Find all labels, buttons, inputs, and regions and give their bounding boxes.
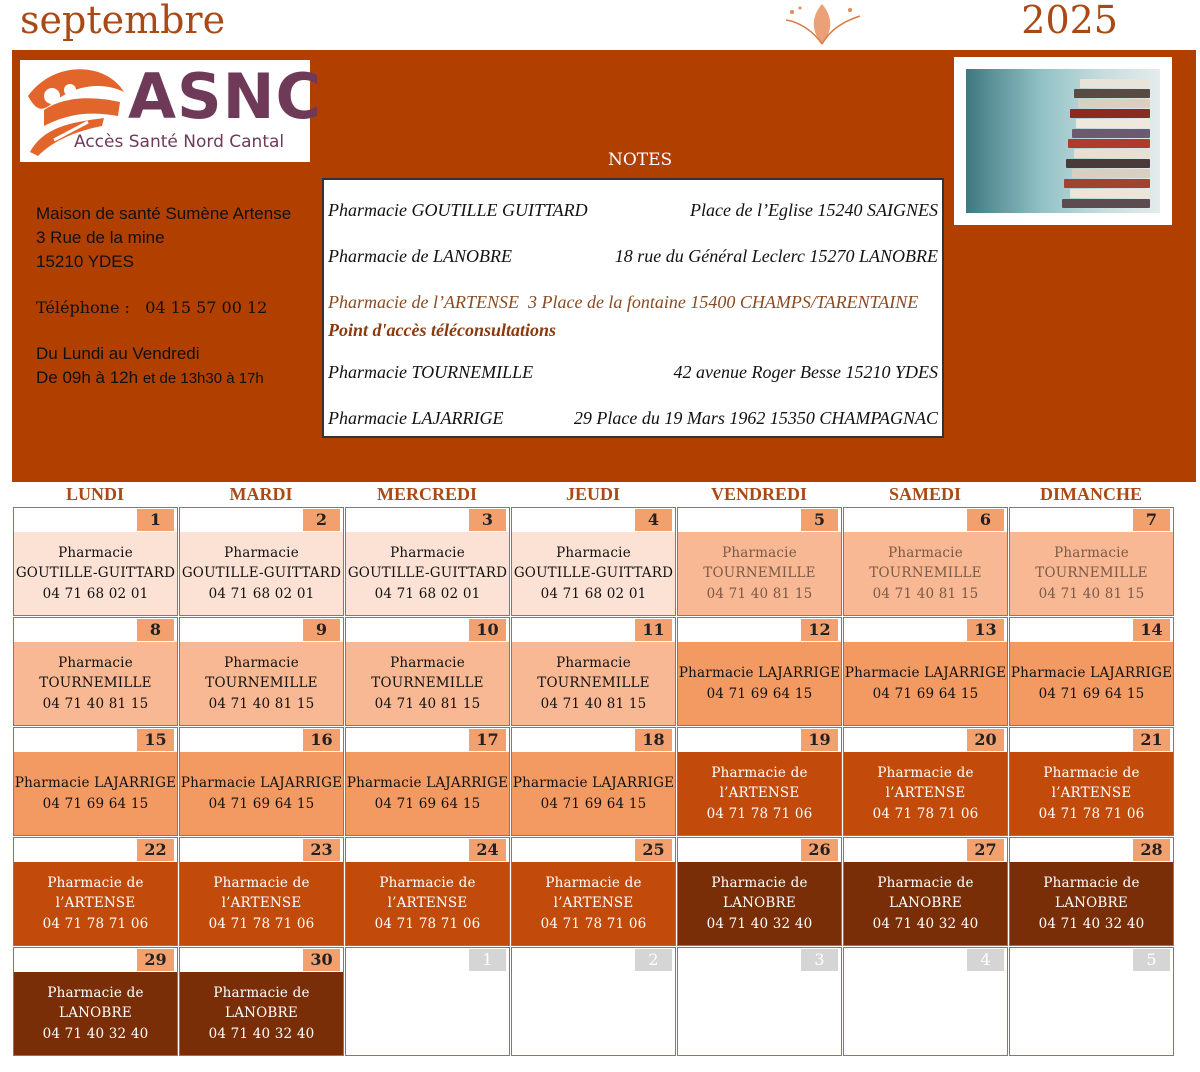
day-number: 2: [635, 949, 672, 971]
day-number: 1: [137, 509, 174, 531]
day-number: 18: [635, 729, 672, 751]
day-number: 6: [967, 509, 1004, 531]
year-title: 2025: [1021, 0, 1118, 42]
pharmacy-line: Pharmacie de: [47, 984, 144, 1001]
notes-box: [322, 178, 944, 438]
pharmacy-address: 3 Place de la fontaine 15400 CHAMPS/TARENTAINE: [527, 292, 919, 312]
day-number: 16: [303, 729, 340, 751]
pharmacy-line: LANOBRE: [225, 1005, 298, 1022]
pharmacy-line: TOURNEMILLE: [371, 675, 484, 692]
pharmacy-line: 04 71 78 71 06: [208, 915, 315, 932]
pharmacy-line: Pharmacie LAJARRIGE: [512, 775, 675, 791]
asnc-logo: [20, 60, 323, 162]
pharmacy-line: Pharmacie: [58, 544, 133, 561]
day-number: 3: [801, 949, 838, 971]
pharmacy-line: l’ARTENSE: [387, 895, 468, 912]
on-duty-pharmacy: [1010, 752, 1173, 835]
calendar-day-cell: [843, 947, 1008, 1056]
on-duty-pharmacy: [844, 752, 1007, 835]
pharmacy-line: 04 71 78 71 06: [872, 805, 979, 822]
pharmacy-line: Pharmacie de: [213, 984, 310, 1001]
pharmacy-line: GOUTILLE-GUITTARD: [347, 565, 508, 582]
pharmacy-line: 04 71 69 64 15: [1038, 685, 1145, 702]
calendar-day-cell: [1009, 837, 1174, 946]
pharmacy-line: Pharmacie: [556, 654, 631, 671]
pharmacy-line: 04 71 40 32 40: [208, 1025, 315, 1042]
pharmacy-line: Pharmacie LAJARRIGE: [844, 665, 1007, 681]
day-number: 30: [303, 949, 340, 971]
day-number: 14: [1133, 619, 1170, 641]
calendar-day-cell: [1009, 727, 1174, 836]
pharmacy-line: l’ARTENSE: [885, 785, 966, 802]
pharmacy-line: Pharmacie LAJARRIGE: [1010, 665, 1173, 681]
pharmacy-name: Pharmacie LAJARRIGE: [328, 408, 504, 428]
calendar-day-cell: [511, 947, 676, 1056]
pharmacy-line: Pharmacie LAJARRIGE: [14, 775, 177, 791]
pharmacy-address: Place de l’Eglise 15240 SAIGNES: [690, 200, 938, 220]
pharmacy-line: Pharmacie de: [711, 764, 808, 781]
pharmacy-line: Pharmacie de: [877, 874, 974, 891]
day-number: 9: [303, 619, 340, 641]
logo-subtitle: Accès Santé Nord Cantal: [74, 132, 285, 152]
on-duty-pharmacy: [180, 752, 343, 835]
pharmacy-name: Pharmacie GOUTILLE GUITTARD: [328, 200, 588, 220]
pharmacy-line: 04 71 40 81 15: [706, 585, 813, 602]
day-number: 12: [801, 619, 838, 641]
pharmacy-name: Pharmacie TOURNEMILLE: [328, 362, 534, 382]
pharmacy-line: 04 71 68 02 01: [208, 585, 315, 602]
calendar-day-cell: [843, 837, 1008, 946]
pharmacy-line: l’ARTENSE: [1051, 785, 1132, 802]
notes-row: [328, 200, 938, 221]
on-duty-pharmacy: [346, 532, 509, 615]
pharmacy-address: 42 avenue Roger Besse 15210 YDES: [673, 362, 938, 382]
on-duty-pharmacy: [180, 972, 343, 1055]
pharmacy-line: TOURNEMILLE: [537, 675, 650, 692]
opening-hours-morning: De 09h à 12h: [36, 368, 139, 387]
day-number: 3: [469, 509, 506, 531]
pharmacy-line: TOURNEMILLE: [39, 675, 152, 692]
on-duty-pharmacy: [512, 642, 675, 725]
on-duty-pharmacy: [180, 532, 343, 615]
phone-label: Téléphone :: [36, 298, 130, 317]
calendar-day-cell: [345, 727, 510, 836]
calendar-day-cell: [677, 727, 842, 836]
day-number: 21: [1133, 729, 1170, 751]
calendar-day-cell: [1009, 507, 1174, 616]
pharmacy-line: Pharmacie: [722, 544, 797, 561]
pharmacy-line: Pharmacie de: [1043, 764, 1140, 781]
pharmacy-line: 04 71 40 81 15: [1038, 585, 1145, 602]
pharmacy-line: Pharmacie LAJARRIGE: [180, 775, 343, 791]
pharmacy-line: Pharmacie de: [1043, 874, 1140, 891]
on-duty-pharmacy: [180, 862, 343, 945]
day-number: 24: [469, 839, 506, 861]
pharmacy-line: 04 71 69 64 15: [42, 795, 149, 812]
address-line: 15210 YDES: [36, 252, 134, 271]
on-duty-pharmacy: [1010, 642, 1173, 725]
day-number: 25: [635, 839, 672, 861]
on-duty-pharmacy: [346, 752, 509, 835]
day-number: 7: [1133, 509, 1170, 531]
day-number: 5: [801, 509, 838, 531]
calendar-day-cell: [511, 837, 676, 946]
pharmacy-line: 04 71 40 32 40: [1038, 915, 1145, 932]
pharmacy-line: TOURNEMILLE: [869, 565, 982, 582]
pharmacy-line: 04 71 78 71 06: [706, 805, 813, 822]
day-number: 26: [801, 839, 838, 861]
calendar-day-cell: [677, 947, 842, 1056]
on-duty-pharmacy: [14, 642, 177, 725]
pharmacy-address: 18 rue du Général Leclerc 15270 LANOBRE: [614, 246, 938, 266]
pharmacy-line: Pharmacie de: [545, 874, 642, 891]
calendar-day-cell: [13, 727, 178, 836]
pharmacy-line: Pharmacie LAJARRIGE: [678, 665, 841, 681]
on-duty-pharmacy: [678, 532, 841, 615]
calendar-day-cell: [511, 727, 676, 836]
calendar-day-cell: [179, 507, 344, 616]
notes-row: [328, 292, 938, 313]
calendar-day-cell: [13, 837, 178, 946]
on-duty-pharmacy: [14, 532, 177, 615]
calendar-day-cell: [1009, 947, 1174, 1056]
day-number: 4: [635, 509, 672, 531]
calendar-day-cell: [345, 507, 510, 616]
pharmacy-line: 04 71 40 81 15: [374, 695, 481, 712]
pharmacy-line: 04 71 40 81 15: [540, 695, 647, 712]
weekday-header: VENDREDI: [710, 484, 807, 504]
pharmacy-line: 04 71 78 71 06: [42, 915, 149, 932]
calendar-day-cell: [843, 727, 1008, 836]
pharmacy-address: 29 Place du 19 Mars 1962 15350 CHAMPAGNAC: [573, 408, 938, 428]
day-number: 22: [137, 839, 174, 861]
on-duty-pharmacy: [180, 642, 343, 725]
day-number: 23: [303, 839, 340, 861]
pharmacy-line: 04 71 40 81 15: [208, 695, 315, 712]
pharmacy-line: 04 71 78 71 06: [374, 915, 481, 932]
calendar-day-cell: [677, 617, 842, 726]
notes-row: [328, 408, 938, 429]
on-duty-pharmacy: [346, 642, 509, 725]
pharmacy-line: 04 71 40 81 15: [42, 695, 149, 712]
day-number: 5: [1133, 949, 1170, 971]
calendar-day-cell: [13, 617, 178, 726]
pharmacy-line: Pharmacie: [58, 654, 133, 671]
pharmacy-line: 04 71 69 64 15: [208, 795, 315, 812]
pharmacy-line: LANOBRE: [889, 895, 962, 912]
on-duty-pharmacy: [844, 862, 1007, 945]
calendar-day-cell: [13, 947, 178, 1056]
on-duty-pharmacy: [14, 752, 177, 835]
on-duty-pharmacy: [844, 642, 1007, 725]
pharmacy-line: 04 71 69 64 15: [540, 795, 647, 812]
pharmacy-line: Pharmacie de: [379, 874, 476, 891]
pharmacy-line: 04 71 78 71 06: [1038, 805, 1145, 822]
calendar-day-cell: [677, 837, 842, 946]
calendar-day-cell: [179, 617, 344, 726]
calendar-day-cell: [843, 617, 1008, 726]
calendar-day-cell: [1009, 617, 1174, 726]
address-line: Maison de santé Sumène Artense: [36, 204, 292, 223]
on-duty-pharmacy: [512, 752, 675, 835]
calendar-day-cell: [843, 507, 1008, 616]
calendar-day-cell: [13, 507, 178, 616]
pharmacy-line: Pharmacie de: [213, 874, 310, 891]
pharmacy-line: 04 71 69 64 15: [706, 685, 813, 702]
calendar-day-cell: [179, 727, 344, 836]
pharmacy-line: GOUTILLE-GUITTARD: [513, 565, 674, 582]
on-duty-pharmacy: [678, 642, 841, 725]
day-number: 11: [635, 619, 672, 641]
pharmacy-line: Pharmacie: [224, 654, 299, 671]
weekday-header: JEUDI: [565, 484, 620, 504]
address-line: 3 Rue de la mine: [36, 228, 165, 247]
pharmacy-line: TOURNEMILLE: [703, 565, 816, 582]
phone-number: 04 15 57 00 12: [145, 298, 268, 317]
calendar-day-cell: [511, 617, 676, 726]
pharmacy-line: l’ARTENSE: [553, 895, 634, 912]
day-number: 4: [967, 949, 1004, 971]
pharmacy-line: LANOBRE: [1055, 895, 1128, 912]
pharmacy-line: 04 71 78 71 06: [540, 915, 647, 932]
pharmacy-line: TOURNEMILLE: [1035, 565, 1148, 582]
on-duty-pharmacy: [678, 752, 841, 835]
pharmacy-line: 04 71 68 02 01: [540, 585, 647, 602]
pharmacy-line: Pharmacie LAJARRIGE: [346, 775, 509, 791]
pharmacy-line: Pharmacie: [390, 654, 465, 671]
pharmacy-line: LANOBRE: [723, 895, 796, 912]
day-number: 10: [469, 619, 506, 641]
weekday-headers: [12, 484, 1178, 506]
pharmacy-line: LANOBRE: [59, 1005, 132, 1022]
day-number: 15: [137, 729, 174, 751]
day-number: 27: [967, 839, 1004, 861]
weekday-header: MARDI: [229, 484, 293, 504]
pharmacy-line: Pharmacie: [556, 544, 631, 561]
day-number: 13: [967, 619, 1004, 641]
month-title: septembre: [20, 0, 226, 42]
leaf-ornament-icon: [782, 2, 864, 46]
day-number: 1: [469, 949, 506, 971]
on-duty-pharmacy: [346, 862, 509, 945]
on-duty-pharmacy: [14, 972, 177, 1055]
on-duty-pharmacy: [512, 862, 675, 945]
pharmacy-line: 04 71 40 32 40: [42, 1025, 149, 1042]
notes-row: [328, 362, 938, 383]
day-number: 8: [137, 619, 174, 641]
pharmacy-line: Pharmacie de: [877, 764, 974, 781]
on-duty-pharmacy: [678, 862, 841, 945]
day-number: 28: [1133, 839, 1170, 861]
day-number: 20: [967, 729, 1004, 751]
pharmacy-line: 04 71 68 02 01: [374, 585, 481, 602]
weekday-header: SAMEDI: [888, 484, 961, 504]
calendar-day-cell: [677, 507, 842, 616]
calendar-day-cell: [345, 947, 510, 1056]
contact-block: [36, 202, 291, 391]
pharmacy-line: l’ARTENSE: [221, 895, 302, 912]
pharmacy-line: 04 71 40 81 15: [872, 585, 979, 602]
on-duty-pharmacy: [1010, 862, 1173, 945]
pharmacy-line: GOUTILLE-GUITTARD: [15, 565, 176, 582]
pharmacy-line: 04 71 40 32 40: [706, 915, 813, 932]
opening-hours-afternoon: et de 13h30 à 17h: [142, 370, 264, 387]
pharmacy-line: l’ARTENSE: [719, 785, 800, 802]
on-duty-pharmacy: [14, 862, 177, 945]
pharmacy-line: Pharmacie: [888, 544, 963, 561]
notes-title: NOTES: [608, 150, 673, 170]
pharmacy-line: Pharmacie: [224, 544, 299, 561]
pharmacy-line: GOUTILLE-GUITTARD: [181, 565, 342, 582]
calendar-day-cell: [345, 617, 510, 726]
day-number: 2: [303, 509, 340, 531]
pharmacy-line: TOURNEMILLE: [205, 675, 318, 692]
calendar-day-cell: [179, 837, 344, 946]
calendar-day-cell: [179, 947, 344, 1056]
logo-name: ASNC: [128, 60, 323, 133]
teleconsultation-note: Point d'accès téléconsultations: [328, 320, 556, 340]
on-duty-pharmacy: [512, 532, 675, 615]
header-banner: [12, 50, 1196, 482]
weekday-header: MERCREDI: [376, 484, 477, 504]
notes-row: [328, 246, 938, 267]
calendar-day-cell: [511, 507, 676, 616]
day-number: 17: [469, 729, 506, 751]
pharmacy-line: Pharmacie de: [711, 874, 808, 891]
books-photo: [954, 57, 1172, 225]
pharmacy-line: Pharmacie: [1054, 544, 1129, 561]
pharmacy-line: Pharmacie de: [47, 874, 144, 891]
pharmacy-line: l’ARTENSE: [55, 895, 136, 912]
weekday-header: LUNDI: [65, 484, 124, 504]
pharmacy-line: 04 71 69 64 15: [374, 795, 481, 812]
day-number: 19: [801, 729, 838, 751]
pharmacy-name: Pharmacie de l’ARTENSE: [328, 292, 519, 312]
on-duty-pharmacy: [844, 532, 1007, 615]
pharmacy-line: 04 71 40 32 40: [872, 915, 979, 932]
pharmacy-name: Pharmacie de LANOBRE: [328, 246, 512, 266]
weekday-header: DIMANCHE: [1040, 484, 1142, 504]
calendar-day-cell: [345, 837, 510, 946]
opening-days: Du Lundi au Vendredi: [36, 344, 200, 363]
on-duty-pharmacy: [1010, 532, 1173, 615]
pharmacy-line: 04 71 69 64 15: [872, 685, 979, 702]
pharmacy-line: 04 71 68 02 01: [42, 585, 149, 602]
day-number: 29: [137, 949, 174, 971]
pharmacy-line: Pharmacie: [390, 544, 465, 561]
